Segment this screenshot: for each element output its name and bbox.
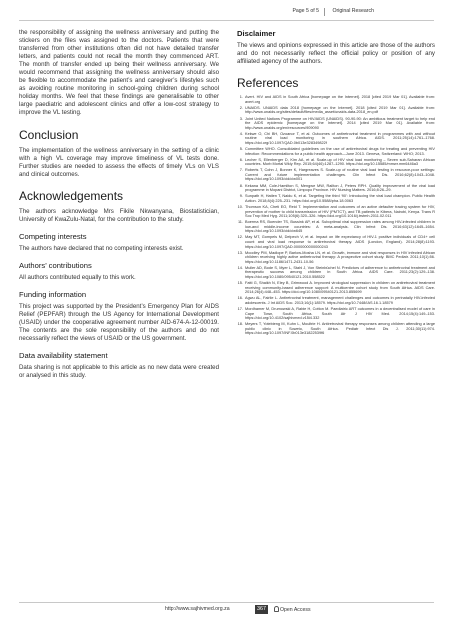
funding-text: This project was supported by the President’s Emergency Plan for AIDS Relief (PEPFAR) through the US Agency for International Development (USAID) under the cooperative agreement number AID-674-A-12-00019. The contents are the sole responsibility of the authors and do not necessarily reflect the views of USAID or the US government. <box>19 302 219 343</box>
reference-text: Joint United Nations Programme on HIV/AIDS (UNAIDS). 90-90-90: An ambitious treatment target to help end the AIDS epidemic [homepage on the Internet]. 2014 [cited 2019 Mar 01]. Available from: http://www.unaids.org/en/resources/909090 <box>245 116 435 130</box>
reference-number: 15. <box>237 281 243 286</box>
footer-rule <box>19 602 434 603</box>
reference-text: Muller AD, Bode S, Myer L, Stahl J, Von Steinbüchel N. Predictors of adherence to antiretroviral treatment and therapeutic success among children in South Africa. AIDS Care. 2011;23(2):129–138. https://doi.org/10.1080/09540121.2010.558522 <box>245 265 435 279</box>
reference-text: May MT, Gompels M, Delpech V, et al. Impact on life expectancy of HIV-1 positive individuals of CD4+ cell count and viral load response to antiretroviral therapy. AIDS (London, England). 2014;28(8):1193. https://doi.org/10.1097/QAD.0000000000000243 <box>245 235 435 249</box>
reference-number: 12. <box>237 235 243 240</box>
reference-number: 9. <box>239 194 243 199</box>
page-footer <box>0 605 453 617</box>
reference-item <box>237 205 435 219</box>
reference-number: 3. <box>239 116 243 121</box>
reference-number: 18. <box>237 322 243 327</box>
header-rule <box>19 20 434 21</box>
reference-text: Boerma RS, Boender TS, Bussink AP, et al. Suboptimal viral suppression rates among HIV-infected children in low-and middle-income countries: A meta-analysis. Clin Infect Dis. 2016;63(12):1645–1654. https://doi.org/10.1093/cid/ciw645 <box>245 220 435 234</box>
reference-text: Mordhamer M, Drumowski A, Rabie H, Cotton M. Paediatric ART outcomes in a decentralised model of care in Cape Town, South Africa. South Afr J HIV Med. 2014;15(4):149–153. https://doi.org/10.4102/sajhivmed.v15i4.332 <box>245 307 435 321</box>
reference-text: Thomson KA, Cheti EO, Reid T. Implementation and outcomes of an active defaulter tracing system for HIV, prevention of mother to child transmission of HIV (PMTCT), and TB patients in Kibera, Nairobi, Kenya. Trans R Soc Trop Med Hyg. 2011;105(6):320–326. https://doi.org/10.1016/j.trstmh.2011.02.011 <box>245 204 435 219</box>
reference-number: 1. <box>239 95 243 100</box>
reference-list <box>237 95 435 336</box>
header-separator <box>324 8 325 16</box>
reference-text: Sunpath H, Hatlen T, Naidu K, et al. Targeting the third ‘90’: Introducing the viral load champion. Public Health Action. 2018;8(4):225–231. https://doi.org/10.5588/pha.18.0063 <box>245 194 435 203</box>
reference-text: Fatti G, Shaikh N, Eley B, Grimwood A. Improved virological suppression in children on antiretroviral treatment receiving community-based adherence support: A multicentre cohort study from South Africa. AIDS Care. 2014;26(4):448–453. https://doi.org/10.1080/09540121.2013.855699 <box>245 281 435 295</box>
conclusion-text: The implementation of the wellness anniversary in the setting of a clinic with a high VL coverage may improve timeliness of VL tests done. Further studies are needed to assess the effects of timely VLs on VLS and clinical outcomes. <box>19 146 219 178</box>
reference-item <box>237 106 435 115</box>
reference-number: 4. <box>239 131 243 136</box>
reference-number: 5. <box>239 146 243 151</box>
intro-paragraph: the responsibility of assigning the wellness anniversary and putting the stickers on the files was assigned to the doctors. Patients that were transferred from other institutions often did not have detailed transfer letters, and patients could not recall the month they commenced ART. The month of transfer ended up being their wellness anniversary. We would recommend that assigning the wellness anniversary should also be flexible to accommodate the patient’s and caregiver’s lifestyles such as avoiding routine monitoring in school-going children during school holiday months. We feel that these findings are generalisable to other large paediatric and adolescent clinics and offer a low-cost strategy to improve the VL testing. <box>19 29 219 117</box>
reference-item <box>237 132 435 146</box>
open-access-icon <box>274 606 279 612</box>
reference-number: 16. <box>237 296 243 301</box>
conclusion-heading: Conclusion <box>19 127 79 142</box>
reference-number: 6. <box>239 157 243 162</box>
footer-page-number: 367 <box>257 606 266 612</box>
page-header <box>19 8 434 18</box>
reference-item <box>237 251 435 265</box>
authors-contributions-heading: Authors’ contributions <box>19 260 92 270</box>
reference-number: 8. <box>239 183 243 188</box>
reference-number: 14. <box>237 265 243 270</box>
journal-url-link[interactable]: http://www.sajhivmed.org.za <box>165 606 230 612</box>
left-column <box>19 29 219 380</box>
open-access-label <box>274 606 311 613</box>
reference-item <box>237 194 435 203</box>
reference-text: Meyers T, Yotebieng M, Kuhn L, Moultrie H. Antiretroviral therapy responses among children attending a large public clinic in Soweto, South Africa. Pediatr Infect Dis J. 2011;30(11):974. https://doi.org/10.1097/INF.0b013e31822539f6 <box>245 322 435 336</box>
page-number-label: Page 5 of 5 <box>292 8 319 14</box>
reference-item <box>237 281 435 295</box>
references-heading: References <box>237 76 299 91</box>
data-availability-text: Data sharing is not applicable to this article as no new data were created or analysed in this study. <box>19 364 219 380</box>
reference-text: Avert. HIV and AIDS in South Africa [homepage on the Internet]. 2018 [cited 2019 Mar 01]. Available from: avert.org <box>245 95 435 104</box>
reference-item <box>237 184 435 193</box>
reference-item <box>237 322 435 336</box>
open-access-text: Open Access <box>280 607 311 613</box>
data-availability-heading: Data availability statement <box>19 351 108 361</box>
authors-contributions-text: All authors contributed equally to this work. <box>19 273 136 281</box>
reference-text: Roberts T, Cohn J, Bonner K, Hargreaves S. Scale-up of routine viral load testing in resource-poor settings: Current and future implementation challenges. Clin Infect Dis. 2016;62(8):1043–1048. https://doi.org/10.1093/cid/ciw001 <box>245 168 435 182</box>
reference-item <box>237 117 435 131</box>
reference-text: UNAIDS. UNAIDS data 2018 [homepage on the Internet]. 2018 [cited 2019 Mar 01]. Available from: http://www.unaids.org/sites/default/files/media_asset/unaids-data-2018_en.pdf <box>245 105 435 115</box>
reference-text: Moodley PM, Madlope P, Barlow-Mosha LN, et al. Growth, immune and viral responses in HIV infected African children receiving highly active antiretroviral therapy: A prospective cohort study. BMC Pediatr. 2011;10(1):56. https://doi.org/10.1186/1471-2431-10-56 <box>245 250 435 264</box>
acknowledgements-text: The authors acknowledge Mrs Fikile Nkwanyana, Biostatistician, University of KwaZulu-Natal, for the contribution to the study. <box>19 207 219 223</box>
reference-item <box>237 220 435 234</box>
acknowledgements-heading: Acknowledgements <box>19 188 124 203</box>
disclaimer-heading: Disclaimer <box>237 29 276 38</box>
reference-number: 10. <box>237 204 243 209</box>
reference-item <box>237 307 435 321</box>
funding-heading: Funding information <box>19 289 87 299</box>
reference-text: Lecher S, Ellenberger D, Kim AA, et al. Scale-up of HIV viral load monitoring – Seven sub-Saharan African countries. Morb Mortal Wkly Rep. 2015;64(46):1287–1290. https://doi.org/10.15585/mmwr.mm6446a3 <box>245 157 435 167</box>
competing-interests-text: The authors have declared that no competing interests exist. <box>19 244 184 252</box>
reference-item <box>237 95 435 104</box>
reference-text: Agwu AL, Fairlie L. Antiretroviral treatment, management challenges and outcomes in perinatally HIV-infected adolescents. J Int AIDS Soc. 2013;16(1):18579. https://doi.org/10.7448/IAS.16.1.18579 <box>245 296 435 305</box>
right-column <box>237 29 435 338</box>
reference-number: 13. <box>237 250 243 255</box>
reference-item <box>237 147 435 156</box>
reference-number: 2. <box>239 105 243 110</box>
reference-item <box>237 168 435 182</box>
reference-text: Committee WHO. Consolidated guidelines on the use of antiretroviral drugs for treating and preventing HIV infection: Recommendations for a public health approach—June 2013. Geneva, Switzerland: WHO; 2013. <box>245 146 435 156</box>
reference-number: 17. <box>237 307 243 312</box>
section-label: Original Research <box>332 8 374 14</box>
reference-item <box>237 266 435 280</box>
reference-item <box>237 235 435 249</box>
reference-number: 11. <box>237 220 243 225</box>
disclaimer-text: The views and opinions expressed in this article are those of the authors and do not necessarily reflect the official policy or position of any affiliated agency of the authors. <box>237 42 435 66</box>
reference-item <box>237 158 435 167</box>
reference-text: Kekwe O, Chi BH, Ozoanor T, et al. Outcomes of antiretroviral treatment in programmes with and without routine viral load monitoring in southern Africa. AIDS. 2011;25(14):1761–1768. https://doi.org/10.1097/QAD.0b013e328349822f <box>245 131 435 145</box>
reference-item <box>237 296 435 305</box>
reference-text: Kekana MM, Cole-Hamilton S, Mengwe MW, Railton J, Peters RPH. Quality improvement of the viral load programme in Mopani District, Limpopo Province. HIV Nursing Matters. 2016;8:26–29. <box>245 183 435 193</box>
competing-interests-heading: Competing interests <box>19 231 87 241</box>
reference-number: 7. <box>239 168 243 173</box>
